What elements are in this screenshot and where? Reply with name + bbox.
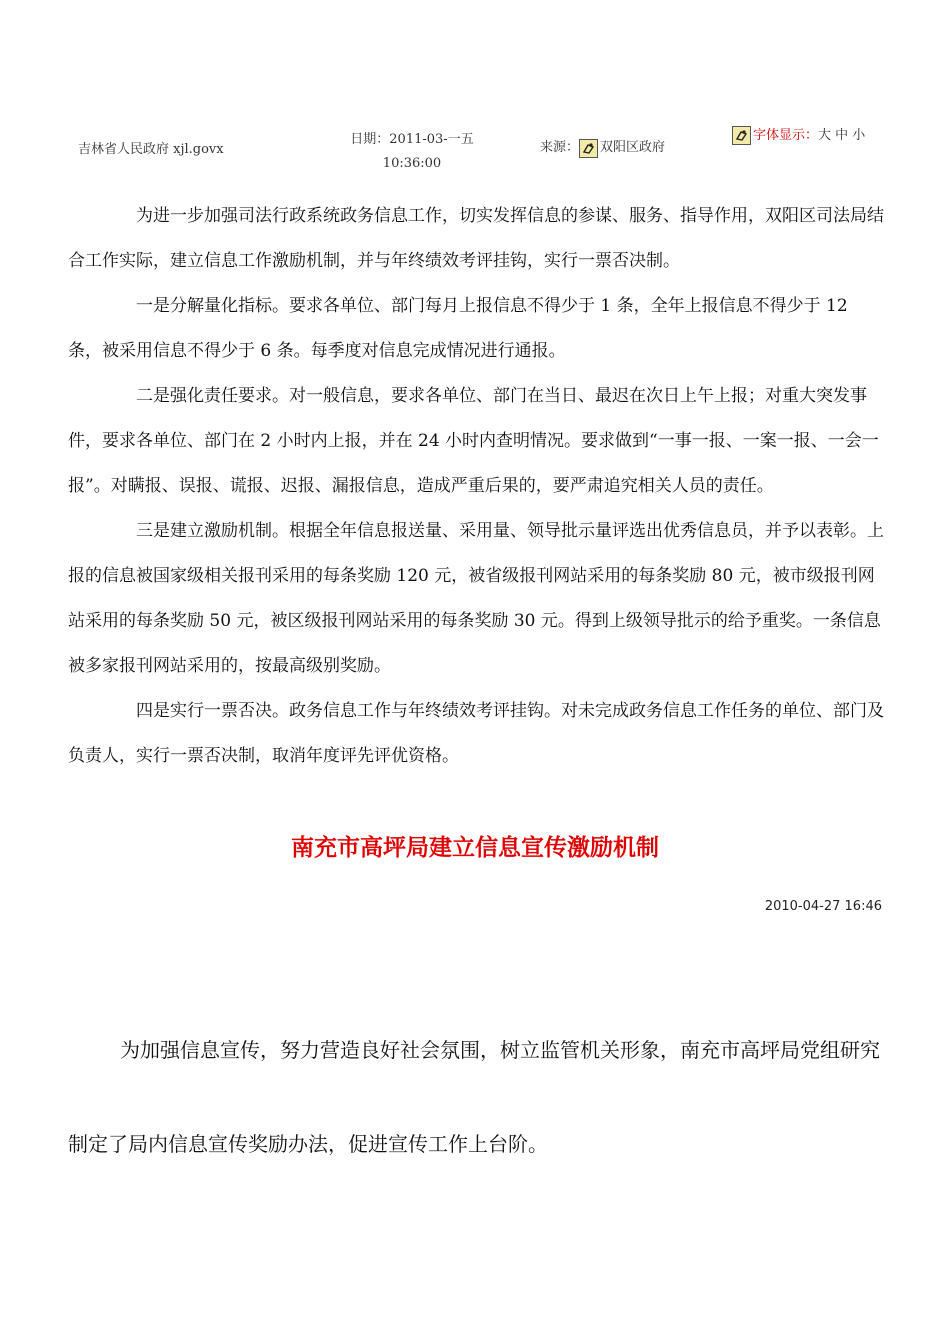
- second-article-paragraph: 为加强信息宣传，努力营造良好社会氛围，树立监管机关形象，南充市高坪局党组研究制定了局内信息宣传奖励办法，促进宣传工作上台阶。: [68, 1038, 880, 1156]
- meta-font-size: [732, 124, 872, 148]
- article-paragraph: 一是分解量化指标。要求各单位、部门每月上报信息不得少于 1 条，全年上报信息不得少于 12 条，被采用信息不得少于 6 条。每季度对信息完成情况进行通报。: [68, 296, 848, 361]
- source-value[interactable]: 双阳区政府: [600, 140, 666, 155]
- article-paragraph: 四是实行一票否决。政务信息工作与年终绩效考评挂钩。对未完成政务信息工作任务的单位、部门及负责人，实行一票否决制，取消年度评先评优资格。: [68, 701, 884, 766]
- second-article-headline: 南充市高坪局建立信息宣传激励机制: [291, 835, 659, 861]
- meta-source: [540, 136, 665, 160]
- font-size-label: 字体显示：: [753, 128, 819, 143]
- source-label: 来源：: [540, 140, 580, 155]
- font-size-icon: [732, 126, 751, 145]
- article-body: [68, 194, 884, 779]
- meta-date: 日期：2011-03-一五 10:36:00: [350, 132, 474, 171]
- font-size-options[interactable]: 大 中 小: [818, 128, 866, 143]
- article-paragraph: 二是强化责任要求。对一般信息，要求各单位、部门在当日、最迟在次日上午上报；对重大突发事件，要求各单位、部门在 2 小时内上报，并在 24 小时内查明情况。要求做到“一事一报、一案一报、一会一报”。对瞒报、误报、谎报、迟报、漏报信息，造成严重后果的，要严肃追究相关人员的责任。: [68, 386, 879, 496]
- second-article-body: [68, 1003, 884, 1191]
- article-paragraph: 三是建立激励机制。根据全年信息报送量、采用量、领导批示量评选出优秀信息员，并予以表彰。上报的信息被国家级相关报刊采用的每条奖励 120 元，被省级报刊网站采用的每条奖励 80 元，被市级报刊网站采用的每条奖励 50 元，被区级报刊网站采用的每条奖励 30 元。得到上级领导批示的给予重奖。一条信息被多家报刊网站采用的，按最高级别奖励。: [68, 521, 884, 676]
- meta-site: 吉林省人民政府 xjl.govx: [78, 142, 224, 157]
- source-icon: [579, 139, 598, 158]
- article-paragraph: 为进一步加强司法行政系统政务信息工作，切实发挥信息的参谋、服务、指导作用，双阳区司法局结合工作实际，建立信息工作激励机制，并与年终绩效考评挂钩，实行一票否决制。: [68, 206, 884, 271]
- second-article-timestamp: 2010-04-27 16:46: [764, 899, 882, 914]
